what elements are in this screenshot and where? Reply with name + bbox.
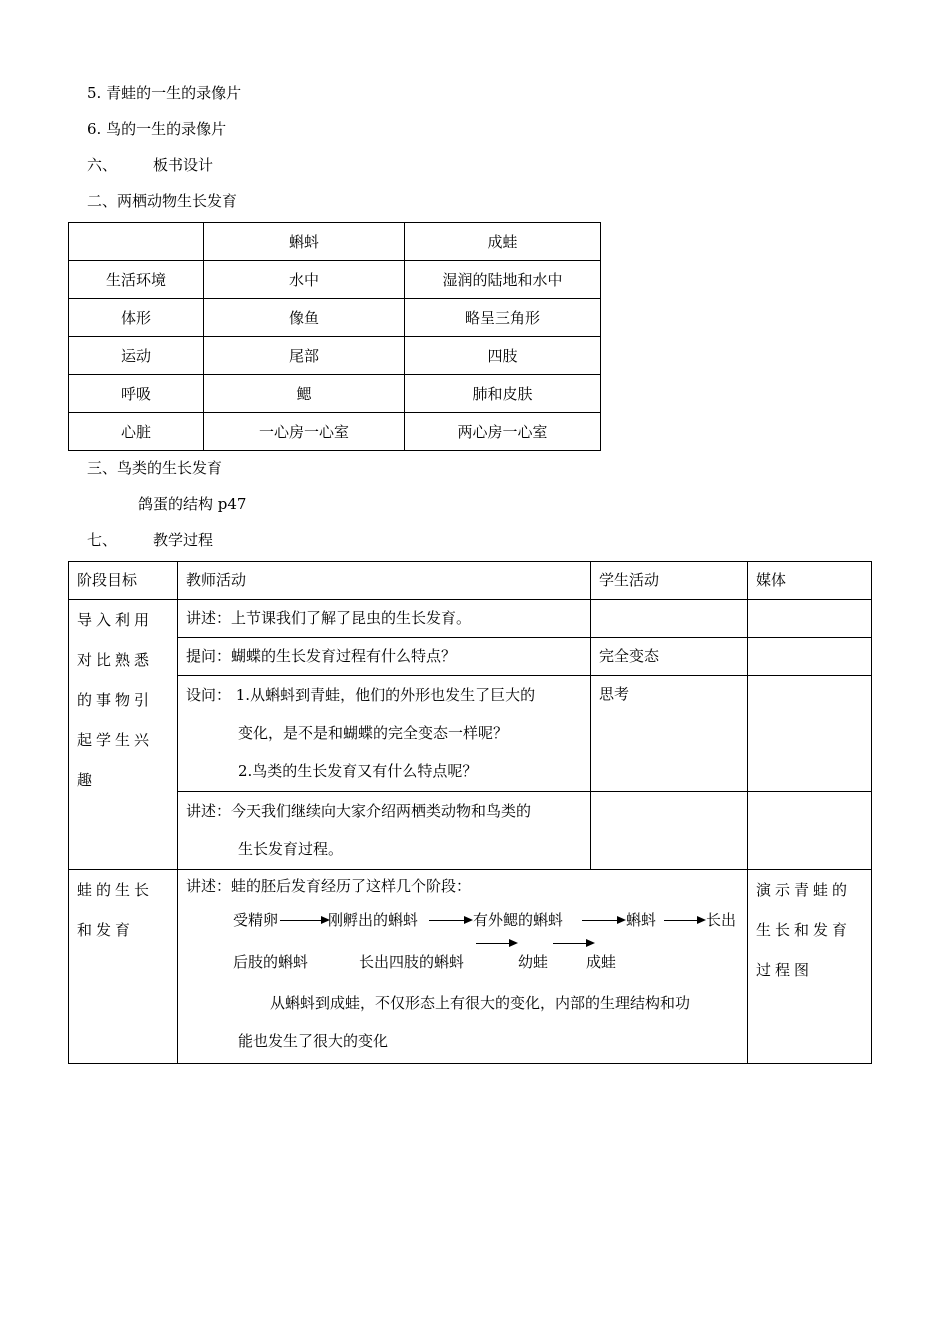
table-row xyxy=(69,600,872,638)
table-cell: 四肢 xyxy=(405,337,601,375)
table-cell: 像鱼 xyxy=(204,299,405,337)
table-header-row xyxy=(69,223,601,261)
table-cell: 略呈三角形 xyxy=(405,299,601,337)
header-stage-goal: 阶段目标 xyxy=(69,562,178,600)
table-row xyxy=(69,261,601,299)
table-cell: 尾部 xyxy=(204,337,405,375)
header-teacher-activity: 教师活动 xyxy=(178,562,591,600)
student-activity: 思考 xyxy=(591,676,748,792)
flow-fertilized-egg: 受精卵 xyxy=(233,911,279,929)
table-cell: 湿润的陆地和水中 xyxy=(405,261,601,299)
amphibian-table xyxy=(68,222,601,451)
arrow-right-icon xyxy=(664,920,704,921)
flow-hind-limb-tadpole: 后肢的蝌蚪 xyxy=(233,953,309,971)
teacher-question-line: 2.鸟类的生长发育又有什么特点呢？ xyxy=(238,762,478,780)
media-cell xyxy=(748,638,872,676)
table-row-label: 运动 xyxy=(69,337,204,375)
flow-grow-out: 长出 xyxy=(706,911,737,929)
table-row xyxy=(69,676,872,792)
table-cell: 肺和皮肤 xyxy=(405,375,601,413)
media-cell xyxy=(748,792,872,870)
flow-adult-frog: 成蛙 xyxy=(586,953,617,971)
arrow-right-icon xyxy=(476,943,516,944)
table-cell: 鳃 xyxy=(204,375,405,413)
flow-hatched-tadpole: 刚孵出的蝌蚪 xyxy=(328,911,419,929)
section-6-title: 板书设计 xyxy=(153,156,214,174)
table-header-adult-frog: 成蛙 xyxy=(405,223,601,261)
flow-juvenile-frog: 幼蛙 xyxy=(518,953,549,971)
heading-amphibian: 二、两栖动物生长发育 xyxy=(87,192,238,210)
table-row-label: 生活环境 xyxy=(69,261,204,299)
teacher-question-line: 设问： 1.从蝌蚪到青蛙，他们的外形也发生了巨大的 xyxy=(186,686,536,704)
arrow-right-icon xyxy=(553,943,593,944)
table-row xyxy=(69,413,601,451)
arrow-right-icon xyxy=(280,920,328,921)
egg-structure-line: 鸽蛋的结构 p47 xyxy=(138,495,247,513)
table-row xyxy=(69,792,872,870)
frog-paragraph-line: 能也发生了很大的变化 xyxy=(238,1032,389,1050)
frog-paragraph-line: 从蝌蚪到成蛙，不仅形态上有很大的变化，内部的生理结构和功 xyxy=(270,994,691,1012)
table-row-label: 体形 xyxy=(69,299,204,337)
frog-development-flow xyxy=(186,896,739,978)
teacher-activity: 提问：蝴蝶的生长发育过程有什么特点？ xyxy=(178,638,591,676)
table-cell: 一心房一心室 xyxy=(204,413,405,451)
table-header-row xyxy=(69,562,872,600)
student-activity xyxy=(591,792,748,870)
teacher-activity: 讲述：上节课我们了解了昆虫的生长发育。 xyxy=(178,600,591,638)
table-row xyxy=(69,337,601,375)
table-row xyxy=(69,299,601,337)
table-cell: 水中 xyxy=(204,261,405,299)
flow-external-gill-tadpole: 有外鳃的蝌蚪 xyxy=(473,911,564,929)
teacher-activity-frog xyxy=(178,870,748,1064)
media-cell xyxy=(748,676,872,792)
teacher-statement-line: 生长发育过程。 xyxy=(238,840,344,858)
media-cell xyxy=(748,600,872,638)
arrow-right-icon xyxy=(429,920,471,921)
table-row-label: 心脏 xyxy=(69,413,204,451)
section-6-number: 六、 xyxy=(87,156,118,174)
heading-bird: 三、鸟类的生长发育 xyxy=(87,459,223,477)
header-student-activity: 学生活动 xyxy=(591,562,748,600)
section-7-number: 七、 xyxy=(87,531,118,549)
list-item-6: 6. 鸟的一生的录像片 xyxy=(87,120,227,138)
arrow-right-icon xyxy=(582,920,624,921)
table-cell xyxy=(69,223,204,261)
stage-frog-development: 蛙的生长和发育 xyxy=(69,870,178,1064)
stage-intro: 导入利用对比熟悉的事物引起学生兴趣 xyxy=(69,600,178,870)
table-row-label: 呼吸 xyxy=(69,375,204,413)
student-activity: 完全变态 xyxy=(591,638,748,676)
media-frog-diagram: 演示青蛙的生长和发育过程图 xyxy=(748,870,872,1064)
table-row xyxy=(69,375,601,413)
teaching-process-table xyxy=(68,561,872,1064)
student-activity xyxy=(591,600,748,638)
frog-intro: 讲述：蛙的胚后发育经历了这样几个阶段： xyxy=(186,877,472,895)
table-cell: 两心房一心室 xyxy=(405,413,601,451)
table-row xyxy=(69,870,872,1064)
teacher-question-line: 变化，是不是和蝴蝶的完全变态一样呢？ xyxy=(238,724,509,742)
flow-tadpole: 蝌蚪 xyxy=(626,911,657,929)
teacher-statement-line: 讲述：今天我们继续向大家介绍两栖类动物和鸟类的 xyxy=(186,802,532,820)
flow-four-limb-tadpole: 长出四肢的蝌蚪 xyxy=(359,953,465,971)
list-item-5: 5. 青蛙的一生的录像片 xyxy=(87,84,242,102)
section-7-title: 教学过程 xyxy=(153,531,214,549)
teacher-activity xyxy=(178,792,591,870)
teacher-activity xyxy=(178,676,591,792)
table-row xyxy=(69,638,872,676)
table-header-tadpole: 蝌蚪 xyxy=(204,223,405,261)
header-media: 媒体 xyxy=(748,562,872,600)
